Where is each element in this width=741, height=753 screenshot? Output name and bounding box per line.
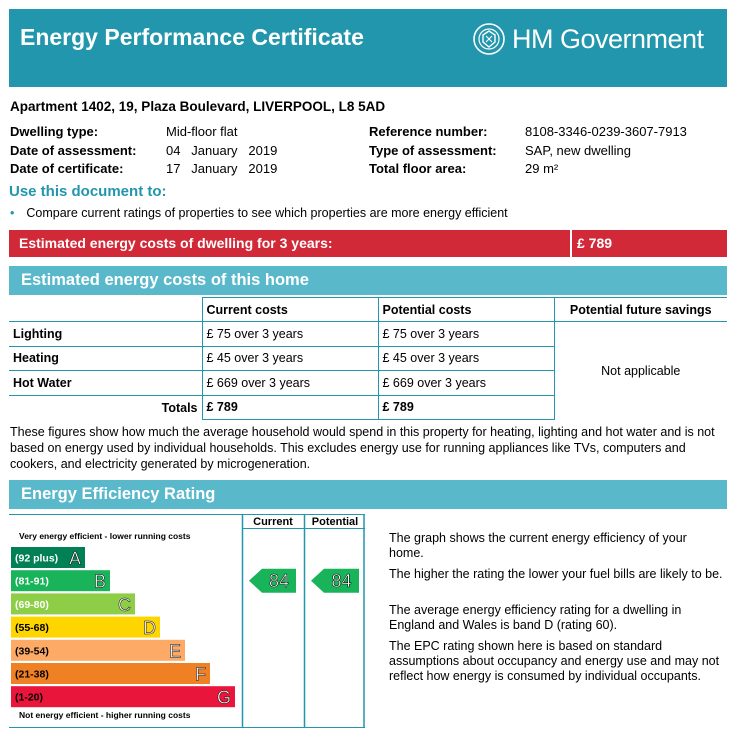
rating-band-range: (55-68) [15, 622, 49, 635]
row-label: Heating [9, 346, 202, 370]
potential-column-header: Potential [311, 516, 359, 528]
rating-band-range: (39-54) [15, 645, 49, 658]
rating-band-range: (92 plus) [15, 552, 59, 565]
assessment-date-label: Date of assessment: [10, 143, 137, 158]
certificate-date-value: 17 January 2019 [166, 161, 278, 176]
costs-section-header [9, 266, 727, 295]
row-label: Hot Water [9, 371, 202, 395]
assessment-type-value: SAP, new dwelling [525, 143, 631, 158]
current-cost-cell: £ 75 over 3 years [202, 322, 378, 346]
rating-section-header [9, 480, 727, 509]
potential-cost-cell: £ 669 over 3 years [378, 371, 554, 395]
dwelling-type-label: Dwelling type: [10, 124, 99, 139]
energy-costs-summary-label: Estimated energy costs of dwelling for 3 years: [19, 235, 333, 251]
potential-cost-cell: £ 45 over 3 years [378, 346, 554, 370]
explanation-2: The higher the rating the lower your fuel bills are likely to be. [389, 567, 723, 581]
current-cost-cell: £ 45 over 3 years [202, 346, 378, 370]
rating-band-range: (21-38) [15, 668, 49, 681]
totals-potential: £ 789 [378, 395, 554, 419]
table-header-current: Current costs [202, 298, 378, 322]
savings-cell: Not applicable [554, 322, 727, 420]
rating-band-letter: E [168, 641, 181, 662]
floor-area-value: 29 m² [525, 161, 559, 176]
divider [570, 230, 572, 257]
current-column-header: Current [253, 516, 293, 528]
potential-rating-value: 84 [331, 571, 352, 592]
current-rating-value: 84 [268, 571, 290, 592]
rating-section-title: Energy Efficiency Rating [21, 485, 216, 503]
bullet-icon: • [10, 206, 15, 220]
efficiency-bottom-label: Not energy efficient - higher running costs [19, 710, 191, 720]
use-document-heading: Use this document to: [9, 183, 167, 200]
totals-current: £ 789 [202, 395, 378, 419]
explanation-1: The graph shows the current energy efficiency of your home. [389, 531, 687, 560]
totals-label: Totals [9, 395, 202, 419]
rating-band-range: (69-80) [15, 598, 49, 611]
rating-band-letter: D [143, 618, 156, 639]
row-label: Lighting [9, 322, 202, 346]
current-cost-cell: £ 669 over 3 years [202, 371, 378, 395]
efficiency-top-label: Very energy efficient - lower running costs [19, 531, 191, 541]
costs-note: These figures show how much the average household would spend in this property for heating, lighting and hot water and is not based on energy used by individual households. This excludes energy use for running appliances like TVs, computers and cookers, and electricity generated by microgeneration. [10, 425, 715, 471]
table-header-empty [9, 298, 202, 322]
rating-band-letter: F [195, 664, 206, 685]
explanation-3: The average energy efficiency rating for a dwelling in England and Wales is band D (rating 60). [389, 603, 682, 632]
explanation-4: The EPC rating shown here is based on standard assumptions about occupancy and energy use and may not reflect how energy is consumed by individual occupants. [389, 639, 720, 683]
rating-bands [11, 547, 235, 708]
energy-costs-summary-value: £ 789 [577, 235, 613, 251]
rating-band-range: (1-20) [15, 691, 44, 704]
table-header-potential: Potential costs [378, 298, 554, 322]
reference-label: Reference number: [369, 124, 488, 139]
assessment-type-label: Type of assessment: [369, 143, 497, 158]
rating-band-range: (81-91) [15, 575, 49, 588]
rating-band-g [11, 686, 235, 707]
costs-table [9, 297, 727, 420]
dwelling-type-value: Mid-floor flat [166, 124, 238, 139]
reference-value: 8108-3346-0239-3607-7913 [525, 124, 687, 139]
page-title: Energy Performance Certificate [20, 24, 364, 50]
government-name: HM Government [512, 23, 704, 54]
costs-section-title: Estimated energy costs of this home [21, 271, 309, 289]
rating-band-letter: A [68, 548, 81, 569]
energy-rating-chart [9, 514, 365, 728]
table-row [9, 322, 727, 346]
royal-crest-icon [472, 22, 506, 56]
assessment-date-value: 04 January 2019 [166, 143, 278, 158]
table-header-row [9, 298, 727, 322]
potential-cost-cell: £ 75 over 3 years [378, 322, 554, 346]
table-header-savings: Potential future savings [554, 298, 727, 322]
energy-costs-summary-bar [9, 230, 727, 257]
rating-band-letter: B [93, 571, 106, 592]
rating-band-letter: G [216, 687, 231, 708]
use-document-bullet [10, 206, 508, 220]
rating-band-letter: C [118, 594, 131, 615]
bullet-text: Compare current ratings of properties to see which properties are more energy efficient [26, 206, 508, 220]
floor-area-label: Total floor area: [369, 161, 467, 176]
costs-table-wrapper [9, 297, 727, 419]
certificate-date-label: Date of certificate: [10, 161, 124, 176]
hm-government-logo [472, 20, 704, 58]
property-address: Apartment 1402, 19, Plaza Boulevard, LIVERPOOL, L8 5AD [10, 99, 386, 114]
